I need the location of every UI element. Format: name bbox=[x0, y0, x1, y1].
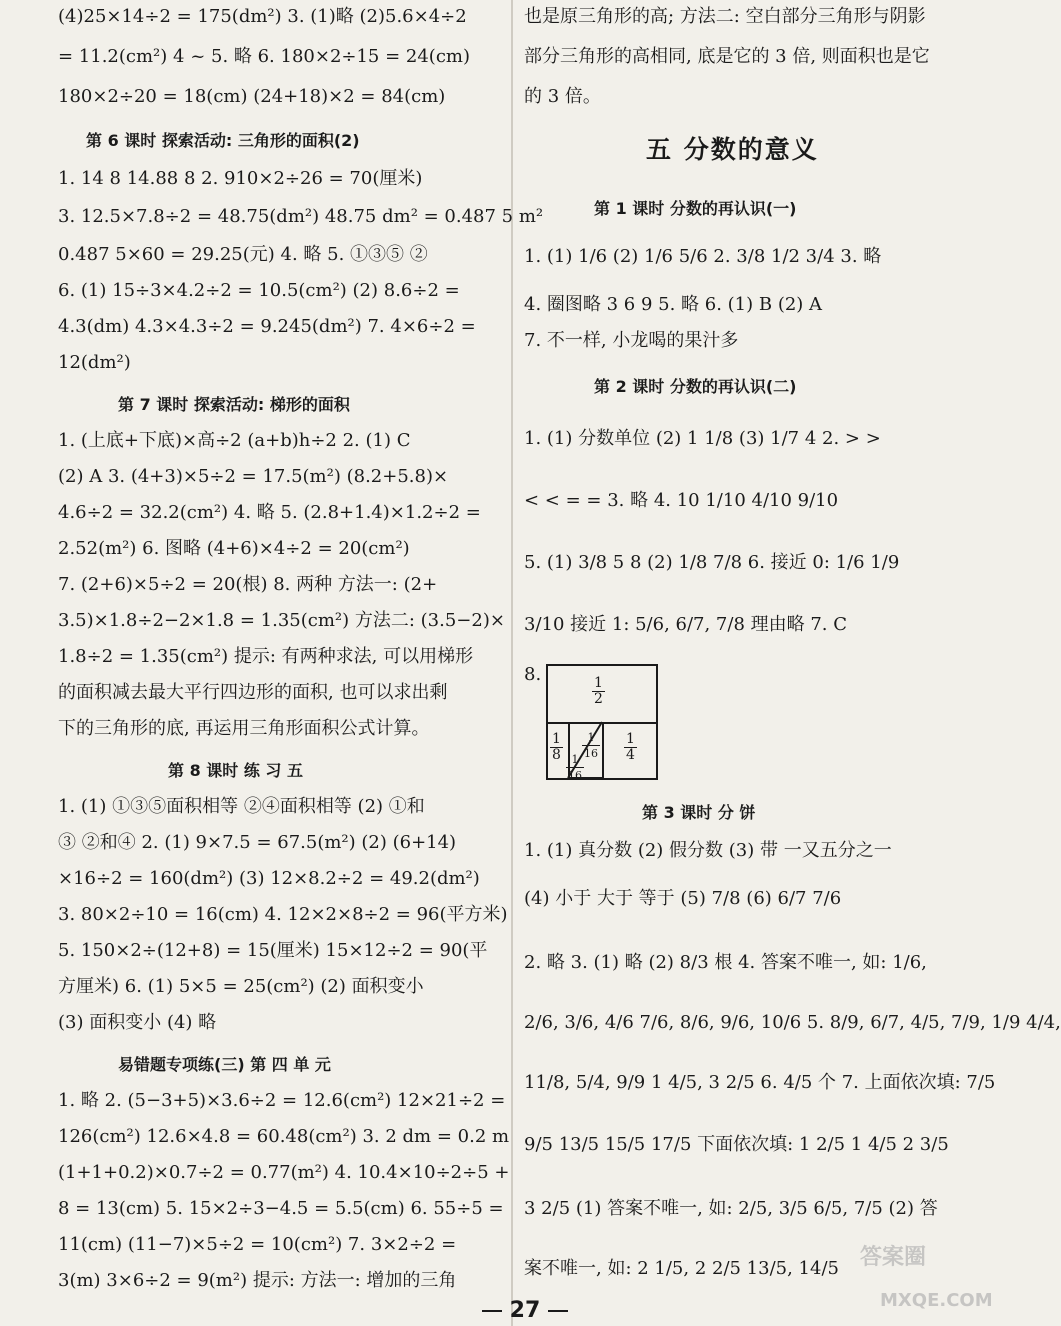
text-line: 3. 80×2÷10 = 16(cm) 4. 12×2×8÷2 = 96(平方米) bbox=[58, 904, 508, 925]
text-line: 4. 圈图略 3 6 9 5. 略 6. (1) B (2) A bbox=[524, 294, 823, 315]
section-heading: 第 8 课时 练 习 五 bbox=[168, 761, 303, 780]
section-heading: 第 6 课时 探索活动: 三角形的面积(2) bbox=[86, 131, 360, 150]
text-line: 9/5 13/5 15/5 17/5 下面依次填: 1 2/5 1 4/5 2 3/5 bbox=[524, 1134, 949, 1155]
text-line: 1. (1) 1/6 (2) 1/6 5/6 2. 3/8 1/2 3/4 3. 略 bbox=[524, 246, 882, 267]
text-line: 1. (上底+下底)×高÷2 (a+b)h÷2 2. (1) C bbox=[58, 430, 411, 451]
text-line: 的 3 倍。 bbox=[524, 86, 601, 107]
section-heading: 第 1 课时 分数的再认识(一) bbox=[594, 199, 797, 218]
text-line: 5. (1) 3/8 5 8 (2) 1/8 7/8 6. 接近 0: 1/6 1/9 bbox=[524, 552, 900, 573]
text-line: 的面积减去最大平行四边形的面积, 也可以求出剩 bbox=[58, 682, 448, 703]
text-line: 8 = 13(cm) 5. 15×2÷3−4.5 = 5.5(cm) 6. 55÷5 = bbox=[58, 1198, 504, 1219]
text-line: 12(dm²) bbox=[58, 352, 131, 373]
text-line: 0.487 5×60 = 29.25(元) 4. 略 5. ①③⑤ ② bbox=[58, 244, 428, 265]
text-line: 5. 150×2÷(12+8) = 15(厘米) 15×12÷2 = 90(平 bbox=[58, 940, 488, 961]
text-line: 3(m) 3×6÷2 = 9(m²) 提示: 方法一: 增加的三角 bbox=[58, 1270, 457, 1291]
text-line: 11/8, 5/4, 9/9 1 4/5, 3 2/5 6. 4/5 个 7. 上面依次填: 7/5 bbox=[524, 1072, 996, 1093]
text-line: (1+1+0.2)×0.7÷2 = 0.77(m²) 4. 10.4×10÷2÷5 + bbox=[58, 1162, 510, 1183]
text-line: (4) 小于 大于 等于 (5) 7/8 (6) 6/7 7/6 bbox=[524, 888, 842, 909]
text-line: 8. bbox=[524, 664, 542, 685]
watermark-logo: 答案圈 bbox=[860, 1245, 927, 1270]
text-line: < < = = 3. 略 4. 10 1/10 4/10 9/10 bbox=[524, 490, 839, 511]
chapter-title: 五 分数的意义 bbox=[646, 135, 819, 164]
fraction-square-diagram bbox=[546, 664, 658, 780]
text-line: 1. (1) 分数单位 (2) 1 1/8 (3) 1/7 4 2. > > bbox=[524, 428, 881, 449]
text-line: 180×2÷20 = 18(cm) (24+18)×2 = 84(cm) bbox=[58, 86, 446, 107]
page-dash bbox=[482, 1310, 502, 1312]
page-number-value: 27 bbox=[509, 1298, 541, 1323]
text-line: 2/6, 3/6, 4/6 7/6, 8/6, 9/6, 10/6 5. 8/9, 6/7, 4/5, 7/9, 1/9 4/4, bbox=[524, 1012, 1061, 1033]
text-line: 也是原三角形的高; 方法二: 空白部分三角形与阴影 bbox=[524, 6, 926, 27]
text-line: 1. 略 2. (5−3+5)×3.6÷2 = 12.6(cm²) 12×21÷2 = bbox=[58, 1090, 506, 1111]
text-line: 4.3(dm) 4.3×4.3÷2 = 9.245(dm²) 7. 4×6÷2 = bbox=[58, 316, 476, 337]
text-line: 部分三角形的高相同, 底是它的 3 倍, 则面积也是它 bbox=[524, 46, 930, 67]
text-line: (4)25×14÷2 = 175(dm²) 3. (1)略 (2)5.6×4÷2 bbox=[58, 6, 467, 27]
text-line: 方厘米) 6. (1) 5×5 = 25(cm²) (2) 面积变小 bbox=[58, 976, 424, 997]
text-line: 7. 不一样, 小龙喝的果汁多 bbox=[524, 330, 739, 351]
fraction-label: $\frac{1}{4}$ bbox=[626, 731, 635, 763]
fraction-label: $\frac{1}{8}$ bbox=[552, 731, 561, 763]
text-line: 2.52(m²) 6. 图略 (4+6)×4÷2 = 20(cm²) bbox=[58, 538, 410, 559]
text-line: 1.8÷2 = 1.35(cm²) 提示: 有两种求法, 可以用梯形 bbox=[58, 646, 474, 667]
text-line: (2) A 3. (4+3)×5÷2 = 17.5(m²) (8.2+5.8)× bbox=[58, 466, 449, 487]
text-line: 3. 12.5×7.8÷2 = 48.75(dm²) 48.75 dm² = 0.487 5 m² bbox=[58, 206, 544, 227]
section-heading: 第 7 课时 探索活动: 梯形的面积 bbox=[118, 395, 350, 414]
text-line: 4.6÷2 = 32.2(cm²) 4. 略 5. (2.8+1.4)×1.2÷2 = bbox=[58, 502, 481, 523]
watermark-url: MXQE.COM bbox=[880, 1290, 993, 1311]
column-divider bbox=[511, 0, 513, 1326]
text-line: 126(cm²) 12.6×4.8 = 60.48(cm²) 3. 2 dm = 0.2 m bbox=[58, 1126, 510, 1147]
text-line: 11(cm) (11−7)×5÷2 = 10(cm²) 7. 3×2÷2 = bbox=[58, 1234, 457, 1255]
text-line: 7. (2+6)×5÷2 = 20(根) 8. 两种 方法一: (2+ bbox=[58, 574, 438, 595]
text-line: (3) 面积变小 (4) 略 bbox=[58, 1012, 217, 1033]
fraction-label: $\frac{1}{16}$ bbox=[584, 731, 598, 760]
text-line: 6. (1) 15÷3×4.2÷2 = 10.5(cm²) (2) 8.6÷2 = bbox=[58, 280, 460, 301]
section-heading: 第 2 课时 分数的再认识(二) bbox=[594, 377, 797, 396]
text-line: 案不唯一, 如: 2 1/5, 2 2/5 13/5, 14/5 bbox=[524, 1258, 839, 1279]
text-line: ③ ②和④ 2. (1) 9×7.5 = 67.5(m²) (2) (6+14) bbox=[58, 832, 457, 853]
page-number bbox=[482, 1298, 568, 1323]
fraction-label: $\frac{1}{16}$ bbox=[568, 753, 582, 782]
text-line: 1. 14 8 14.88 8 2. 910×2÷26 = 70(厘米) bbox=[58, 168, 423, 189]
text-line: = 11.2(cm²) 4 ~ 5. 略 6. 180×2÷15 = 24(cm) bbox=[58, 46, 471, 67]
text-line: 下的三角形的底, 再运用三角形面积公式计算。 bbox=[58, 718, 430, 739]
text-line: 3.5)×1.8÷2−2×1.8 = 1.35(cm²) 方法二: (3.5−2)× bbox=[58, 610, 505, 631]
text-line: ×16÷2 = 160(dm²) (3) 12×8.2÷2 = 49.2(dm²) bbox=[58, 868, 480, 889]
text-line: 2. 略 3. (1) 略 (2) 8/3 根 4. 答案不唯一, 如: 1/6, bbox=[524, 952, 927, 973]
section-heading: 第 3 课时 分 饼 bbox=[642, 803, 756, 822]
text-line: 1. (1) 真分数 (2) 假分数 (3) 带 一又五分之一 bbox=[524, 840, 892, 861]
text-line: 3/10 接近 1: 5/6, 6/7, 7/8 理由略 7. C bbox=[524, 614, 848, 635]
section-heading: 易错题专项练(三) 第 四 单 元 bbox=[118, 1055, 331, 1074]
page-dash bbox=[548, 1310, 568, 1312]
text-line: 3 2/5 (1) 答案不唯一, 如: 2/5, 3/5 6/5, 7/5 (2) 答 bbox=[524, 1198, 938, 1219]
text-line: 1. (1) ①③⑤面积相等 ②④面积相等 (2) ①和 bbox=[58, 796, 425, 817]
fraction-label: $\frac{1}{2}$ bbox=[594, 675, 603, 707]
